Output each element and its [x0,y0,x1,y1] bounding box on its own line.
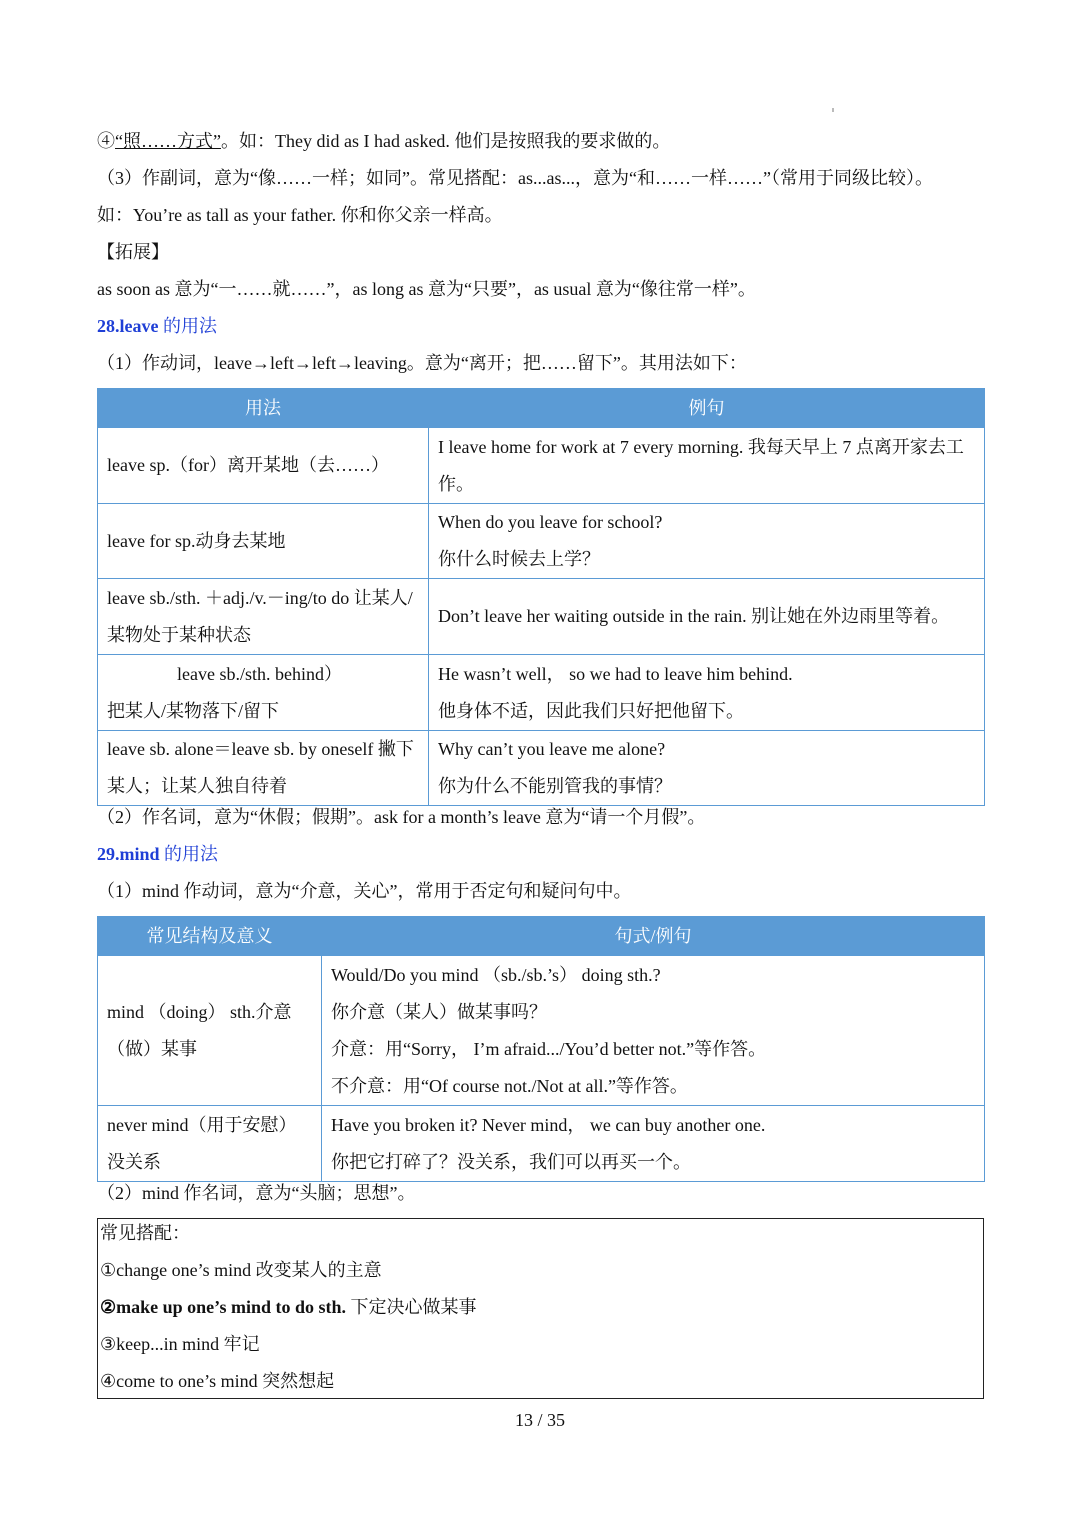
table-header-row [98,917,985,956]
example-en: When do you leave for school? [438,512,663,532]
example-cell [429,731,985,806]
leave-usage-table [97,388,985,806]
collocations-box [97,1218,984,1399]
circled-number: ④ [97,131,115,151]
collocations-title: 常见搭配： [100,1223,190,1243]
mind-usage-table [97,916,985,1182]
example-cell [429,428,985,504]
usage-text: leave sb. alone＝leave sb. by oneself 撇下某人；让某人独自待着 [107,739,414,796]
table-row [98,504,985,579]
usage-text: leave for sp.动身去某地 [107,530,286,551]
intro-line-3: 如：You’re as tall as your father. 你和你父亲一样高。 [97,205,503,225]
section-28-heading-cn: 的用法 [158,316,217,336]
usage-cell [98,1106,322,1182]
section-29-heading [97,842,218,866]
usage-cell [98,731,429,806]
example-cell [322,1106,985,1182]
table-header-example: 例句 [429,389,985,428]
usage-text: never mind（用于安慰）没关系 [107,1114,297,1172]
example-line: Have you broken it? Never mind， we can buy another one. [331,1114,766,1135]
intro-line-5: as soon as 意为“一……就……”，as long as 意为“只要”，as usual 意为“像往常一样”。 [97,279,756,299]
usage-text: mind （doing） sth.介意（做）某事 [107,1001,292,1059]
section-28-heading [97,314,217,338]
page-number: 13 / 35 [514,1410,565,1430]
section-29-heading-en: 29.mind [97,844,160,864]
example-text: Don’t leave her waiting outside in the rain. 别让她在外边雨里等着。 [438,606,950,626]
intro-line-1-rest: 。如：They did as I had asked. 他们是按照我的要求做的。 [220,131,671,151]
section-28-noun-note: （2）作名词，意为“休假；假期”。ask for a month’s leave 意为“请一个月假”。 [97,807,706,827]
table-header-row [98,389,985,428]
example-cell [429,579,985,655]
table-header-sentence: 句式/例句 [322,917,985,956]
example-line: 你把它打碎了？没关系，我们可以再买一个。 [331,1151,691,1172]
section-28-heading-en: 28.leave [97,316,159,336]
intro-line-1 [97,129,670,153]
collocation-bold-text: ②make up one’s mind to do sth. [100,1297,347,1317]
example-cn: 你什么时候去上学？ [438,549,600,569]
table-row [98,579,985,655]
table-row [98,956,985,1106]
usage-cell [98,655,429,731]
example-cn: 他身体不适，因此我们只好把他留下。 [438,700,744,721]
section-29-heading-cn: 的用法 [159,844,219,864]
collocation-item: ①change one’s mind 改变某人的主意 [100,1260,382,1280]
table-header-usage: 用法 [98,389,429,428]
section-29-noun-note: （2）mind 作名词，意为“头脑；思想”。 [97,1183,416,1203]
collocation-item [100,1295,477,1319]
example-cell [322,956,985,1106]
underlined-phrase: “照……方式” [115,131,221,151]
table-row [98,428,985,504]
collocation-meaning: 下定决心做某事 [346,1297,477,1317]
example-cn: 你为什么不能别管我的事情？ [438,776,672,796]
scan-mark [832,108,834,112]
example-cell [429,655,985,731]
example-en: Why can’t you leave me alone? [438,739,666,759]
example-line: Would/Do you mind （sb./sb.’s） doing sth.? [331,964,661,985]
collocation-item: ④come to one’s mind 突然想起 [100,1371,335,1391]
table-row [98,655,985,731]
usage-cell [98,428,429,504]
section-29-intro: （1）mind 作动词，意为“介意，关心”，常用于否定句和疑问句中。 [97,881,632,901]
example-line: 你介意（某人）做某事吗？ [331,1001,547,1022]
example-cell [429,504,985,579]
example-line: 不介意：用“Of course not./Not at all.”等作答。 [331,1075,688,1096]
usage-cell [98,504,429,579]
collocation-item: ③keep...in mind 牢记 [100,1334,260,1354]
usage-text: leave sp.（for）离开某地（去……） [107,455,389,475]
table-row [98,731,985,806]
usage-cell [98,579,429,655]
example-text: I leave home for work at 7 every morning. 我每天早上 7 点离开家去工作。 [438,436,964,494]
example-line: 介意：用“Sorry， I’m afraid.../You’d better not.”等作答。 [331,1038,767,1059]
section-28-intro: （1）作动词，leave→left→left→leaving。意为“离开；把……留下”。其用法如下： [97,353,747,373]
usage-text-cn: 把某人/某物落下/留下 [107,700,280,721]
usage-cell [98,956,322,1106]
usage-text: leave sb./sth. ＋adj./v.－ing/to do 让某人/某物处于某种状态 [107,587,413,645]
intro-line-2: （3）作副词，意为“像……一样；如同”。常见搭配：as...as...，意为“和……一样……”（常用于同级比较）。 [97,168,933,188]
extension-label: 【拓展】 [97,242,169,262]
table-header-structure: 常见结构及意义 [98,917,322,956]
example-en: He wasn’t well， so we had to leave him behind. [438,663,793,684]
table-row [98,1106,985,1182]
usage-text-en: leave sb./sth. behind） [177,663,342,684]
